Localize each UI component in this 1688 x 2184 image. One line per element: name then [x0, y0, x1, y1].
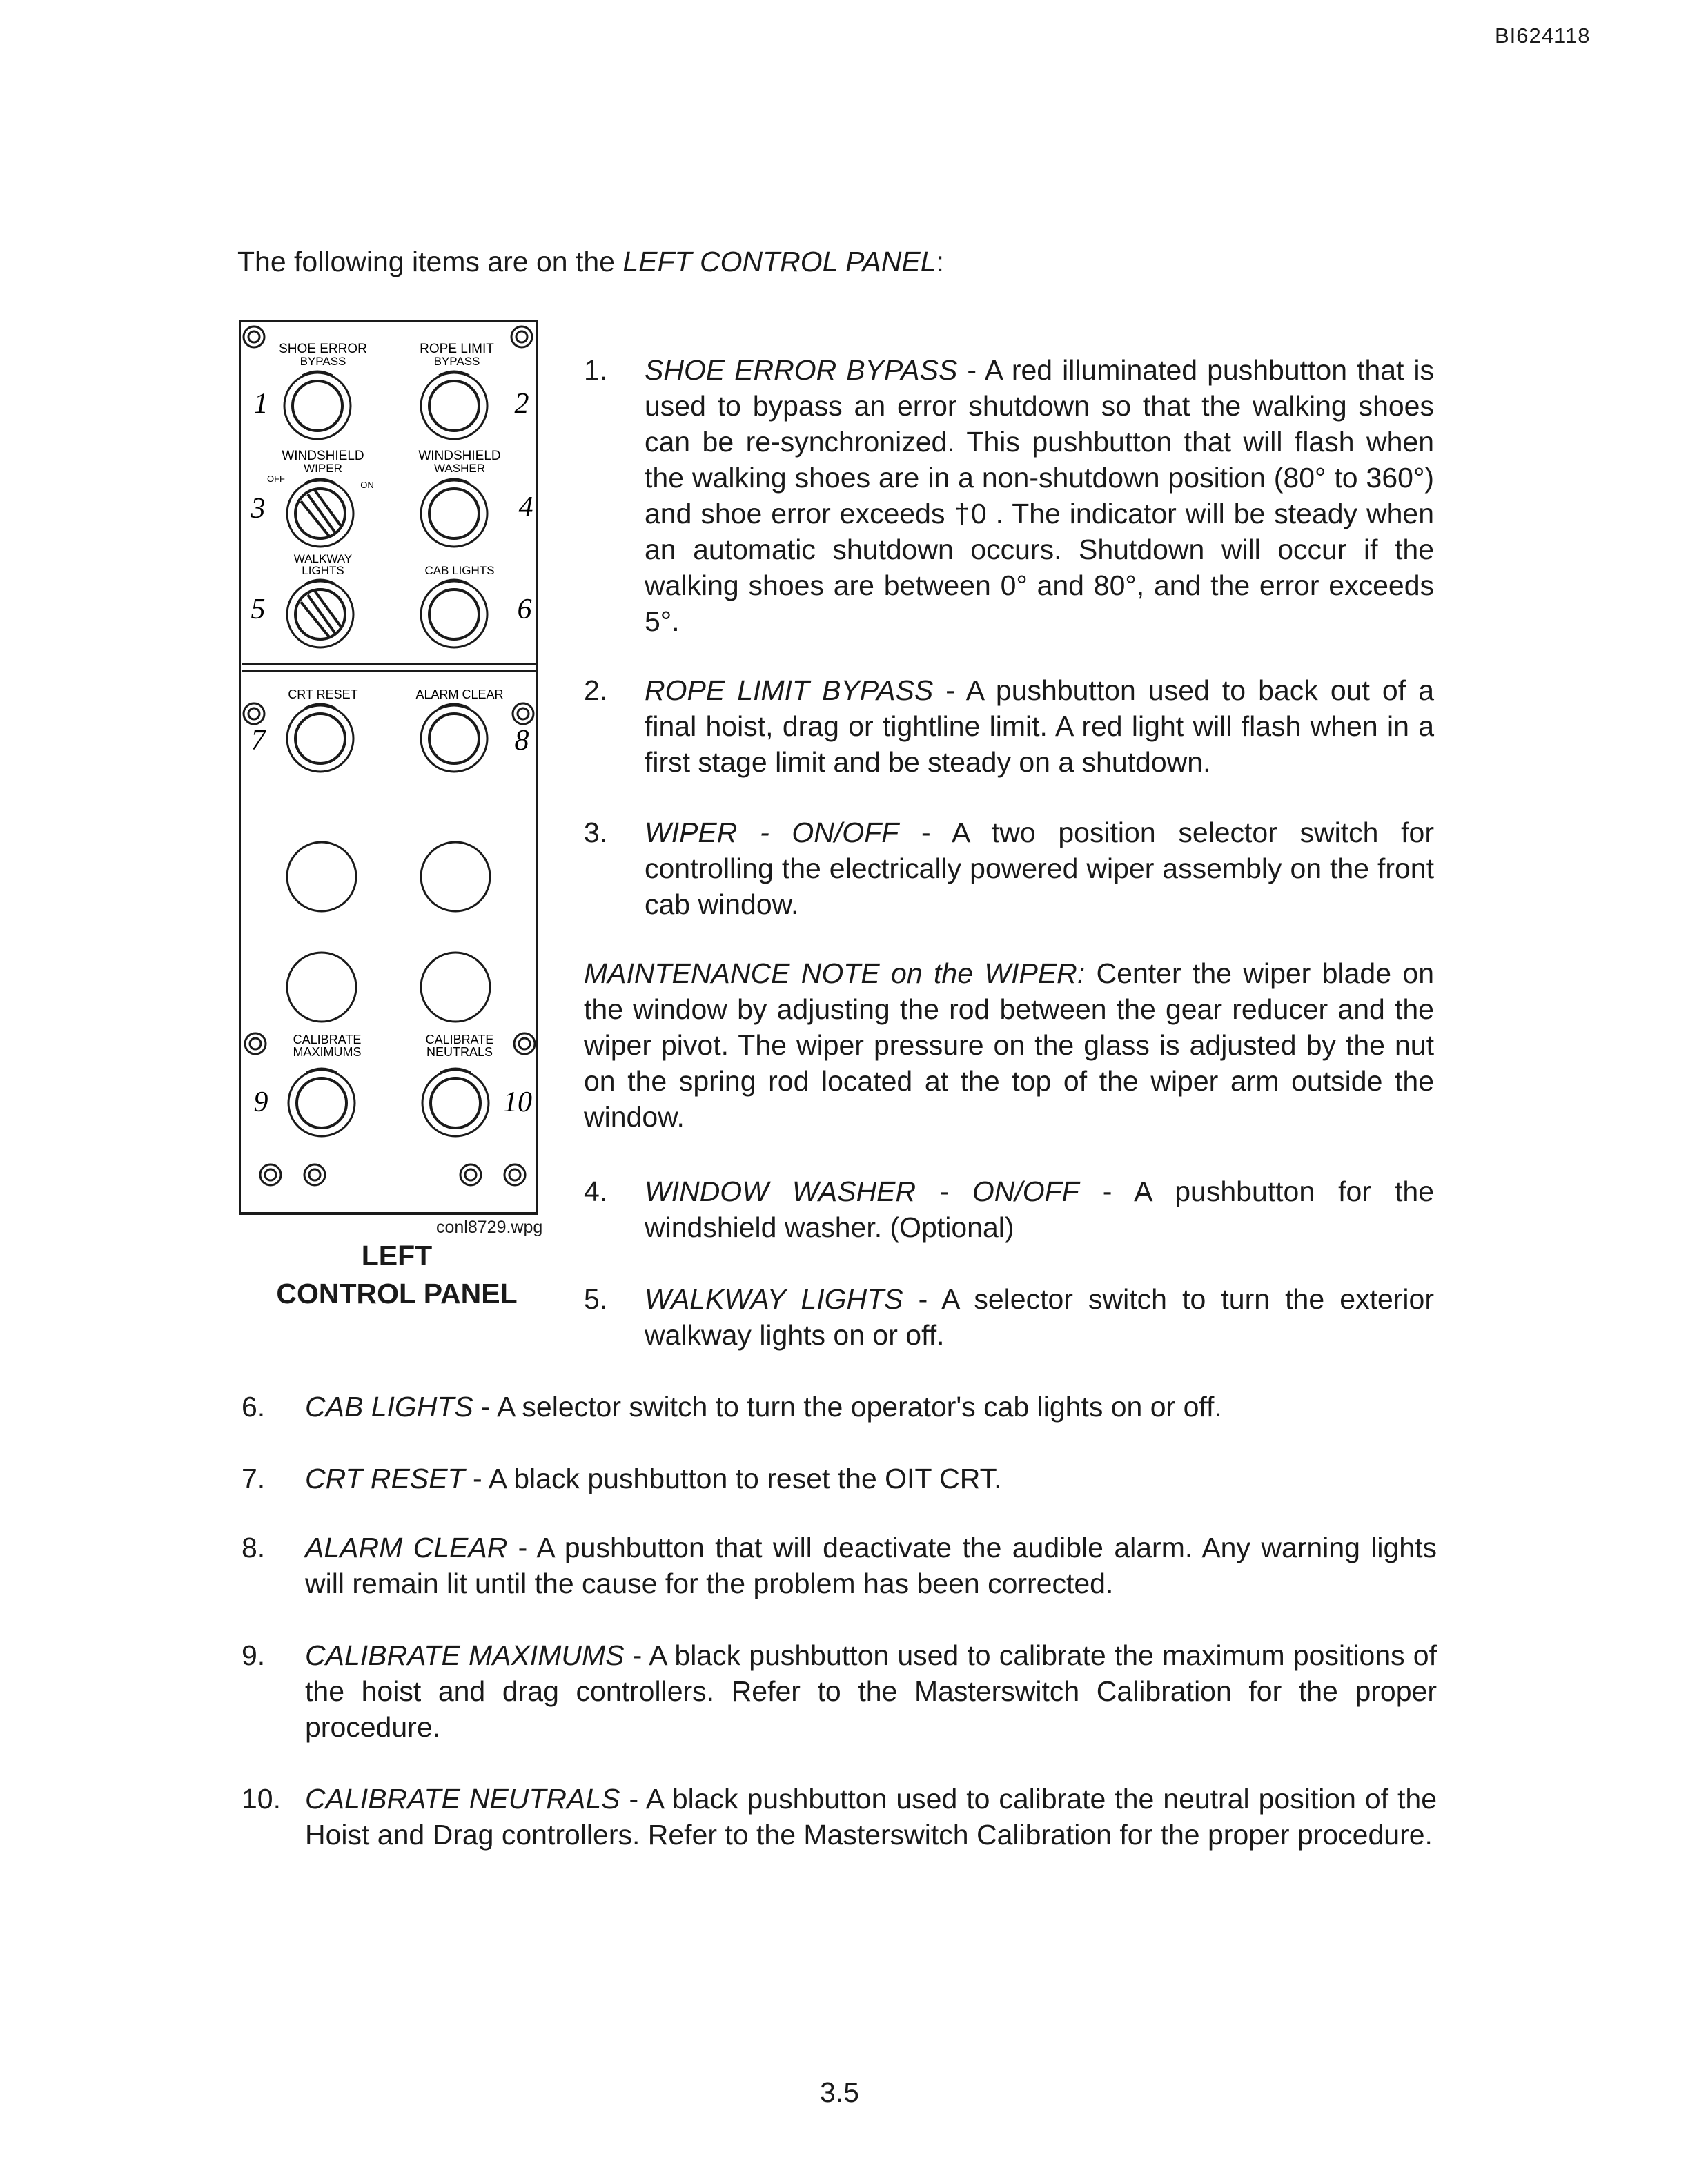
shoe-error-indicator-icon	[244, 326, 264, 347]
shoe-error-label-2: BYPASS	[300, 355, 346, 368]
panel-number-7: 7	[251, 725, 266, 757]
wiper-label-1: WINDSHIELD	[282, 449, 364, 463]
item-body	[305, 1781, 1437, 1853]
list-item	[584, 815, 1434, 922]
item-body	[645, 352, 1434, 639]
item-number: 2.	[584, 674, 608, 706]
item-number: 6.	[242, 1391, 266, 1423]
spare-button-2	[421, 842, 490, 911]
walkway-lights-selector[interactable]	[287, 580, 353, 647]
item-body	[305, 1637, 1437, 1745]
bottom-indicator-1-icon	[260, 1164, 281, 1185]
item-body	[645, 672, 1434, 780]
spare-button-3	[287, 953, 356, 1022]
item-text: - A two position selector switch for controlling the electrically powered wiper assembly on the front cab window.	[645, 817, 1435, 920]
item-number: 7.	[242, 1463, 266, 1494]
rope-limit-bypass-button[interactable]	[421, 371, 487, 439]
panel-caption	[255, 1237, 538, 1313]
panel-number-9: 9	[253, 1086, 268, 1118]
panel-number-8: 8	[514, 725, 529, 757]
alarm-clear-indicator-icon	[513, 703, 533, 724]
cal-neu-label-1: CALIBRATE	[425, 1033, 494, 1046]
cal-max-label-1: CALIBRATE	[293, 1033, 362, 1046]
item-term: CALIBRATE MAXIMUMS	[305, 1639, 625, 1671]
item-term: CALIBRATE NEUTRALS	[305, 1783, 620, 1815]
item-body	[305, 1389, 1437, 1425]
item-text: - A black pushbutton used to calibrate the neutral position of the Hoist and Drag controllers. Refer to the Masterswitch Calibration for the proper procedure.	[305, 1783, 1437, 1851]
crt-reset-button[interactable]	[287, 704, 353, 772]
list-item	[242, 1781, 1437, 1853]
spare-button-1	[287, 842, 356, 911]
item-number: 1.	[584, 354, 608, 386]
item-text: - A red illuminated pushbutton that is used to bypass an error shutdown so that the walking shoes can be re-synchronized. This pushbutton that will flash when the walking shoes are in a non-shutdown position (80° to 360°) and shoe error exceeds †0 . The indicator will be steady when an automatic shutdown occurs. Shutdown will occur if the walking shoes are between 0° and 80°, and the error exceeds 5°.	[645, 354, 1435, 637]
item-text: - A pushbutton that will deactivate the audible alarm. Any warning lights will remain lit until the cause for the problem has been corrected.	[305, 1532, 1437, 1599]
shoe-error-bypass-button[interactable]	[284, 371, 351, 439]
item-number: 5.	[584, 1283, 608, 1315]
rope-limit-indicator-icon	[511, 326, 532, 347]
cab-lights-label: CAB LIGHTS	[424, 564, 495, 577]
item-term: WALKWAY LIGHTS	[645, 1283, 903, 1315]
item-text: - A selector switch to turn the operator's cab lights on or off.	[473, 1391, 1222, 1423]
crt-reset-label: CRT RESET	[288, 688, 358, 701]
wiper-off-label: OFF	[267, 474, 285, 484]
panel-number-2: 2	[514, 388, 529, 420]
item-term: CAB LIGHTS	[305, 1391, 473, 1423]
windshield-wiper-selector[interactable]	[287, 479, 353, 547]
item-text: - A selector switch to turn the exterior walkway lights on or off.	[645, 1283, 1434, 1351]
page-number: 3.5	[820, 2076, 859, 2108]
item-text: - A pushbutton for the windshield washer. (Optional)	[645, 1176, 1435, 1243]
item-term: WIPER - ON/OFF	[645, 817, 899, 848]
rope-limit-label-1: ROPE LIMIT	[420, 342, 494, 356]
panel-caption-line-2: CONTROL PANEL	[276, 1278, 518, 1309]
item-text: - A black pushbutton used to calibrate the maximum positions of the hoist and drag controllers. Refer to the Masterswitch Calibration for the proper procedure.	[305, 1639, 1437, 1743]
item-text: - A black pushbutton to reset the OIT CRT.	[464, 1463, 1002, 1494]
note-term: MAINTENANCE NOTE on the WIPER:	[584, 957, 1086, 989]
intro-emphasis: LEFT CONTROL PANEL	[622, 246, 936, 277]
maintenance-note	[584, 955, 1434, 1135]
cal-neu-label-2: NEUTRALS	[426, 1045, 493, 1059]
item-body	[305, 1461, 1437, 1496]
item-number: 8.	[242, 1532, 266, 1563]
washer-label-1: WINDSHIELD	[418, 449, 501, 463]
diagram-file-name: conl8729.wpg	[436, 1218, 543, 1237]
cal-max-label-2: MAXIMUMS	[293, 1045, 362, 1059]
bottom-indicator-4-icon	[504, 1164, 525, 1185]
alarm-clear-button[interactable]	[421, 704, 487, 772]
item-body	[645, 815, 1434, 922]
cab-lights-selector[interactable]	[421, 580, 487, 647]
list-item	[584, 352, 1434, 639]
item-term: SHOE ERROR BYPASS	[645, 354, 958, 386]
item-body	[645, 1281, 1434, 1353]
calibrate-max-indicator-icon	[245, 1033, 266, 1054]
item-term: ROPE LIMIT BYPASS	[645, 674, 934, 706]
intro-prefix: The following items are on the	[237, 246, 623, 277]
item-number: 4.	[584, 1176, 608, 1207]
note-text: Center the wiper blade on the window by adjusting the rod between the gear reducer and the wiper pivot. The wiper pressure on the glass is adjusted by the nut on the spring rod located at the top of the wiper arm outside the window.	[584, 957, 1435, 1133]
panel-number-5: 5	[251, 594, 266, 625]
list-item	[242, 1530, 1437, 1601]
list-item	[584, 1173, 1434, 1245]
rope-limit-label-2: BYPASS	[433, 355, 480, 368]
item-body	[305, 1530, 1437, 1601]
list-item	[242, 1461, 1437, 1496]
spare-button-4	[421, 953, 490, 1022]
item-term: CRT RESET	[305, 1463, 465, 1494]
shoe-error-label-1: SHOE ERROR	[279, 342, 367, 356]
item-number: 3.	[584, 817, 608, 848]
windshield-washer-button[interactable]	[421, 479, 487, 547]
calibrate-neutrals-button[interactable]	[422, 1069, 489, 1136]
alarm-clear-label: ALARM CLEAR	[415, 688, 504, 701]
panel-caption-line-1: LEFT	[361, 1240, 433, 1271]
panel-number-3: 3	[251, 493, 266, 525]
bottom-indicator-2-icon	[304, 1164, 325, 1185]
washer-label-2: WASHER	[434, 462, 485, 475]
panel-number-10: 10	[503, 1086, 532, 1118]
panel-number-6: 6	[517, 594, 532, 625]
item-body	[645, 1173, 1434, 1245]
panel-number-4: 4	[518, 491, 533, 523]
list-item	[584, 672, 1434, 780]
item-term: ALARM CLEAR	[305, 1532, 508, 1563]
list-item	[242, 1389, 1437, 1425]
walkway-label-1: WALKWAY	[293, 552, 353, 565]
panel-number-1: 1	[253, 388, 268, 420]
item-text: - A pushbutton used to back out of a final hoist, drag or tightline limit. A red light will flash when in a first stage limit and be steady on a shutdown.	[645, 674, 1435, 778]
list-item	[584, 1281, 1434, 1353]
bottom-indicator-3-icon	[460, 1164, 481, 1185]
calibrate-neutral-indicator-icon	[514, 1033, 535, 1054]
wiper-label-2: WIPER	[304, 462, 342, 475]
item-term: WINDOW WASHER - ON/OFF	[645, 1176, 1079, 1207]
crt-reset-indicator-icon	[244, 703, 264, 724]
document-id: BI624118	[1495, 23, 1591, 48]
wiper-on-label: ON	[360, 480, 374, 490]
list-item	[242, 1637, 1437, 1745]
calibrate-maximums-button[interactable]	[288, 1069, 355, 1136]
intro-suffix: :	[936, 246, 944, 277]
walkway-label-2: LIGHTS	[302, 564, 344, 577]
item-number: 10.	[242, 1783, 281, 1815]
item-number: 9.	[242, 1639, 266, 1671]
